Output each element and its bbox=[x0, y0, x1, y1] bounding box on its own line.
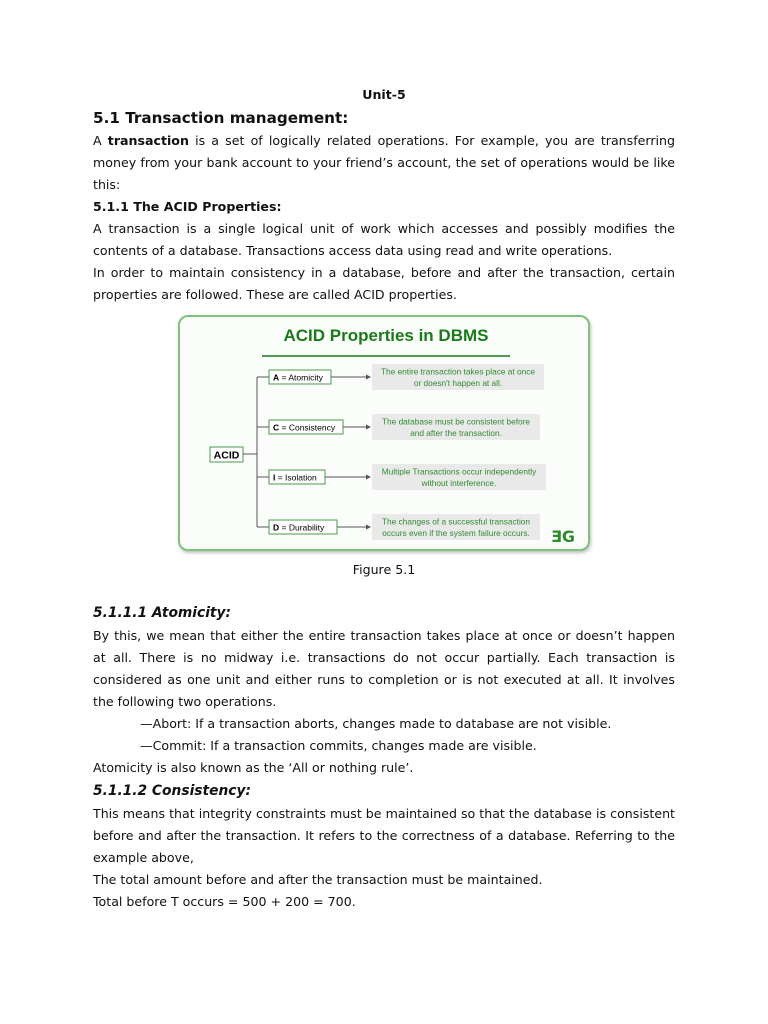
property-label bbox=[273, 523, 325, 533]
figure bbox=[93, 315, 675, 555]
root-label: ACID bbox=[213, 449, 240, 462]
description-line-2: and after the transaction. bbox=[410, 428, 502, 438]
description-line-2: or doesn't happen at all. bbox=[413, 378, 503, 388]
commit-line: —Commit: If a transaction commits, changes made are visible. bbox=[140, 738, 537, 753]
acid-heading: 5.1.1 The ACID Properties: bbox=[93, 199, 282, 214]
item-durability bbox=[257, 514, 540, 540]
property-letter: I bbox=[273, 472, 276, 483]
item-consistency bbox=[257, 414, 540, 440]
property-name: = Atomicity bbox=[279, 372, 323, 383]
intro-paragraph bbox=[93, 130, 675, 196]
arrow-head bbox=[366, 475, 371, 480]
description-line-1: The database must be consistent before bbox=[381, 416, 531, 427]
property-name: = Consistency bbox=[279, 422, 336, 433]
property-name: = Isolation bbox=[275, 472, 317, 483]
description-line-1: Multiple Transactions occur independently bbox=[381, 466, 537, 477]
acid-diagram bbox=[178, 315, 590, 551]
consistency-heading: 5.1.1.2 Consistency: bbox=[93, 783, 251, 799]
acid-paragraph-1: A transaction is a single logical unit of work which accesses and possibly modifies the contents of a database. Transactions access data using read and write operations. bbox=[93, 221, 675, 258]
atomicity-paragraph: By this, we mean that either the entire transaction takes place at once or doesn’t happen at all. There is no midway i.e. transactions do not occur partially. Each transaction is considered as one unit and either runs to completion or is not executed at all. It involves the following two operations. bbox=[93, 628, 675, 709]
description-line-2: without interference. bbox=[421, 478, 497, 488]
arrow-head bbox=[366, 525, 371, 530]
description-line-1: The entire transaction takes place at once bbox=[380, 366, 536, 377]
geeksforgeeks-logo: ƎG bbox=[550, 527, 576, 546]
description-line-1: The changes of a successful transaction bbox=[381, 516, 531, 527]
intro-bold-term: transaction bbox=[107, 133, 189, 148]
property-letter: D bbox=[273, 522, 280, 533]
section-title: 5.1 Transaction management: bbox=[93, 109, 349, 127]
figure-caption: Figure 5.1 bbox=[352, 562, 416, 577]
arrow-head bbox=[366, 425, 371, 430]
acid-paragraph-2: In order to maintain consistency in a database, before and after the transaction, certain properties are followed. These are called ACID properties. bbox=[93, 265, 675, 302]
document-page bbox=[93, 84, 675, 913]
intro-rest: is a set of logically related operations. For example, you are transferring money from your bank account to your friend’s account, the set of operations would be like this: bbox=[93, 133, 675, 192]
abort-line: —Abort: If a transaction aborts, changes made to database are not visible. bbox=[140, 716, 612, 731]
arrow-head bbox=[366, 375, 371, 380]
acid-diagram-svg bbox=[180, 317, 592, 553]
diagram-title: ACID Properties in DBMS bbox=[283, 326, 489, 345]
intro-prefix: A bbox=[93, 133, 108, 148]
property-label bbox=[273, 373, 324, 383]
item-atomicity bbox=[257, 364, 544, 390]
description-line-2: occurs even if the system failure occurs. bbox=[382, 528, 530, 538]
consistency-line-2: The total amount before and after the transaction must be maintained. bbox=[93, 872, 543, 887]
consistency-line-3: Total before T occurs = 500 + 200 = 700. bbox=[93, 894, 356, 909]
property-letter: C bbox=[273, 422, 280, 433]
property-name: = Durability bbox=[279, 522, 325, 533]
atomicity-heading: 5.1.1.1 Atomicity: bbox=[93, 605, 232, 621]
atomicity-rule: Atomicity is also known as the ‘All or nothing rule’. bbox=[93, 760, 414, 775]
property-label bbox=[273, 423, 336, 433]
item-isolation bbox=[257, 464, 546, 490]
property-label bbox=[273, 473, 317, 483]
consistency-paragraph: This means that integrity constraints must be maintained so that the database is consistent before and after the transaction. It refers to the correctness of a database. Referring to the example above, bbox=[93, 806, 675, 865]
property-letter: A bbox=[273, 372, 280, 383]
unit-title: Unit-5 bbox=[362, 87, 406, 102]
